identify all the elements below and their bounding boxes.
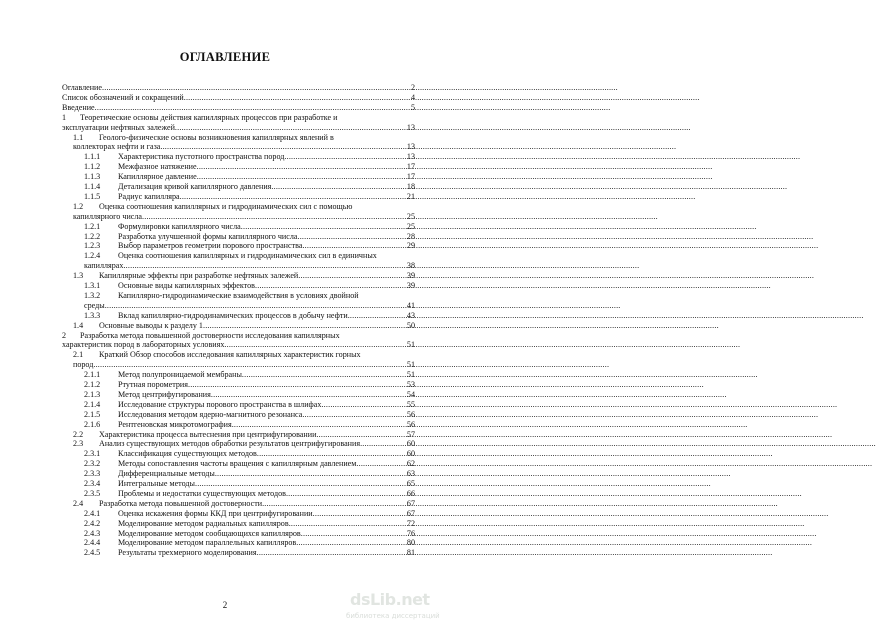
toc-entry-text: Характеристика пустотного пространства пород	[118, 152, 285, 162]
toc-leader-dots	[284, 152, 407, 162]
toc-leader-dots	[197, 172, 407, 182]
toc-entry[interactable]	[62, 83, 415, 93]
toc-leader-dots	[262, 499, 407, 509]
toc-entry-text: пород	[73, 360, 94, 370]
toc-leader-dots	[197, 162, 407, 172]
toc-entry-text: Капиллярно-гидродинамические взаимодействия в условиях двойной	[118, 290, 359, 300]
toc-page-number: 81	[406, 548, 415, 558]
toc-entry-text: Разработка улучшенной формы капиллярного числа	[118, 231, 298, 241]
toc-page-number: 60	[406, 439, 415, 449]
toc-entry[interactable]	[84, 311, 415, 321]
toc-leader-dots	[257, 548, 407, 558]
toc-entry-number: 2.4.2	[84, 518, 101, 528]
toc-entry[interactable]	[84, 489, 415, 499]
toc-entry-number: 2.2	[73, 429, 84, 439]
toc-leader-dots	[184, 93, 411, 103]
toc-entry-text: характеристик пород в лабораторных условиях	[62, 340, 225, 350]
toc-entry-number: 2.4.4	[84, 538, 101, 548]
toc-entry-text: Теоретические основы действия капиллярных процессов при разработке и	[80, 112, 338, 122]
toc-page-number: 13	[406, 122, 415, 132]
toc-entry[interactable]	[84, 172, 415, 182]
toc-page-number: 2	[410, 83, 415, 92]
toc-entry-text: Оценка соотношения капиллярных и гидродинамических сил в единичных	[118, 251, 377, 261]
toc-entry-text: Основные выводы к разделу 1	[99, 320, 203, 330]
toc-entry[interactable]	[84, 301, 415, 311]
toc-entry-number: 1.2	[73, 201, 84, 211]
toc-entry-text: Капиллярное давление	[118, 172, 197, 182]
toc-entry-number: 2.3.4	[84, 479, 101, 488]
toc-page-number: 38	[406, 261, 415, 271]
toc-page-number: 51	[406, 340, 415, 350]
toc-entry-number: 2.3.2	[84, 459, 101, 469]
toc-page-number: 72	[406, 518, 415, 528]
toc-entry-number: 1.2.4	[84, 251, 101, 261]
toc-entry-number: 1.1	[73, 132, 84, 142]
toc-entry-number: 1.3.2	[84, 290, 101, 300]
toc-leader-dots	[302, 241, 406, 251]
toc-entry-text: коллекторах нефти и газа	[73, 142, 161, 152]
toc-entry-number: 2.1.3	[84, 389, 101, 399]
toc-leader-dots	[224, 340, 407, 350]
toc-entry-text: Межфазное натяжение	[118, 162, 197, 172]
toc-page-number: 67	[406, 498, 415, 508]
toc-entry-number: 1	[62, 112, 67, 122]
toc-entry-text: Анализ существующих методов обработки результатов центрифугирования	[99, 439, 361, 449]
toc-entry-number: 1.1.4	[84, 182, 101, 191]
toc-entry-number: 1.3.1	[84, 281, 101, 290]
toc-entry-number: 1.2.3	[84, 241, 101, 251]
toc-entry-number: 2.4.1	[84, 508, 101, 518]
toc-entry-text: Методы сопоставления частоты вращения с капиллярным давлением	[118, 459, 357, 469]
page-number: 2	[222, 600, 228, 610]
toc-leader-dots	[316, 430, 407, 440]
toc-page-number: 29	[406, 241, 415, 251]
toc-leader-dots	[289, 519, 407, 529]
toc-entry-first-line	[84, 251, 377, 261]
toc-entry[interactable]	[73, 321, 415, 331]
toc-entry-text: Краткий Обзор способов исследования капиллярных характеристик горных	[99, 350, 361, 360]
toc-entry-text: капиллярах	[84, 261, 124, 271]
toc-page-number: 65	[406, 479, 415, 488]
toc-leader-dots	[93, 360, 407, 370]
toc-page-number: 55	[406, 399, 415, 409]
toc-entry-text: Вклад капиллярно-гидродинамических процессов в добычу нефти	[118, 310, 348, 320]
toc-page-number: 4	[410, 92, 415, 102]
toc-entry[interactable]	[84, 222, 415, 232]
toc-entry-text: Геолого-физические основы возникновения капиллярных явлений в	[99, 132, 334, 142]
toc-leader-dots	[102, 83, 411, 93]
toc-entry[interactable]	[73, 142, 415, 152]
toc-page-number: 76	[406, 528, 415, 538]
toc-entry-number: 2.4.3	[84, 528, 101, 538]
toc-entry-text: эксплуатации нефтяных залежей	[62, 122, 175, 132]
toc-page-number: 62	[406, 459, 415, 469]
toc-entry[interactable]	[84, 449, 415, 459]
toc-entry-text: Интегральные методы	[118, 479, 195, 488]
toc-entry-number: 1.1.3	[84, 172, 101, 182]
toc-entry-text: Классификация существующих методов	[118, 449, 257, 459]
toc-page-number: 51	[406, 360, 415, 370]
toc-entry-text: Рентгеновская микротомография	[118, 419, 232, 429]
toc-page-number: 80	[406, 538, 415, 548]
toc-entry-number: 2.1.4	[84, 399, 101, 409]
toc-entry[interactable]	[84, 400, 415, 410]
toc-leader-dots	[296, 538, 407, 548]
toc-leader-dots	[95, 103, 411, 113]
toc-page-number: 54	[406, 389, 415, 399]
toc-entry-text: Оценка искажения формы ККД при центрифугировании	[118, 508, 313, 518]
toc-page-number: 51	[406, 370, 415, 380]
toc-entry[interactable]	[84, 152, 415, 162]
toc-page-number: 17	[406, 162, 415, 172]
toc-page-number: 67	[406, 508, 415, 518]
toc-leader-dots	[255, 281, 407, 291]
toc-entry-text: Моделирование методом сообщающихся капилляров	[118, 528, 301, 538]
toc-entry-first-line	[84, 291, 359, 301]
toc-entry[interactable]	[84, 182, 415, 192]
toc-entry[interactable]	[84, 370, 415, 380]
toc-entry-text: Радиус капилляра	[118, 191, 180, 201]
toc-page-number: 56	[406, 419, 415, 429]
toc-entry[interactable]	[84, 519, 415, 529]
toc-page-number: 5	[410, 102, 415, 112]
toc-page-number: 39	[406, 281, 415, 290]
toc-entry[interactable]	[84, 380, 415, 390]
toc-leader-dots	[313, 509, 407, 519]
toc-entry-number: 1.1.5	[84, 191, 101, 201]
toc-entry-number: 1.1.1	[84, 152, 101, 162]
toc-entry-text: Оглавление	[62, 83, 102, 92]
toc-leader-dots	[203, 321, 407, 331]
toc-entry[interactable]	[73, 439, 415, 449]
toc-entry-first-line	[73, 350, 361, 360]
toc-entry-number: 1.2.2	[84, 231, 101, 241]
toc-entry-number: 2.1.2	[84, 380, 101, 389]
toc-entry[interactable]	[62, 123, 415, 133]
toc-leader-dots	[180, 192, 407, 202]
toc-entry[interactable]	[62, 340, 415, 350]
toc-page-number: 13	[406, 142, 415, 152]
toc-entry-first-line	[73, 202, 352, 212]
toc-leader-dots	[360, 439, 407, 449]
toc-entry-text: Выбор параметров геометрии порового пространства	[118, 241, 303, 251]
toc-entry-text: Формулировки капиллярного числа	[118, 221, 241, 231]
toc-entry-text: Оценка соотношения капиллярных и гидродинамических сил с помощью	[99, 201, 353, 211]
toc-entry-number: 2.3.5	[84, 488, 101, 498]
toc-entry[interactable]	[84, 261, 415, 271]
toc-entry[interactable]	[84, 529, 415, 539]
toc-entry-number: 2.4.5	[84, 548, 101, 558]
toc-entry[interactable]	[84, 192, 415, 202]
toc-leader-dots	[175, 123, 407, 133]
toc-page-number: 50	[406, 320, 415, 330]
toc-leader-dots	[271, 182, 407, 192]
toc-leader-dots	[302, 410, 407, 420]
toc-entry-number: 2.3.1	[84, 449, 101, 459]
toc-leader-dots	[142, 212, 407, 222]
toc-leader-dots	[241, 222, 407, 232]
toc-page-number: 63	[406, 469, 415, 479]
toc-page-number: 21	[406, 191, 415, 201]
toc-page-number: 13	[406, 152, 415, 162]
toc-entry-text: Проблемы и недостатки существующих методов	[118, 488, 286, 498]
toc-entry-number: 2	[62, 330, 67, 340]
toc-leader-dots	[242, 370, 407, 380]
toc-entry-text: Метод центрифугирования	[118, 389, 211, 399]
toc-page-number: 43	[406, 310, 415, 320]
toc-entry-text: Характеристика процесса вытеснения при центрифугировании	[99, 429, 317, 439]
toc-leader-dots	[257, 449, 407, 459]
toc-entry-number: 2.3.3	[84, 469, 101, 479]
toc-page-number: 41	[406, 300, 415, 310]
toc-entry[interactable]	[73, 212, 415, 222]
toc-page-number: 25	[406, 211, 415, 221]
toc-entry[interactable]	[84, 420, 415, 430]
toc-leader-dots	[105, 301, 407, 311]
toc-entry[interactable]	[84, 509, 415, 519]
toc-page-number: 28	[406, 231, 415, 241]
toc-entry-number: 1.4	[73, 320, 84, 330]
toc-entry-text: Моделирование методом параллельных капилляров	[118, 538, 297, 548]
toc-page-number: 25	[406, 221, 415, 231]
toc-entry-first-line	[62, 331, 340, 341]
toc-entry[interactable]	[84, 538, 415, 548]
toc-leader-dots	[348, 311, 407, 321]
toc-entry-text: капиллярного числа	[73, 211, 142, 221]
toc-entry-text: Введение	[62, 102, 95, 112]
toc-entry[interactable]	[84, 410, 415, 420]
toc-entry[interactable]	[84, 281, 415, 291]
toc-entry-number: 2.1.5	[84, 409, 101, 419]
toc-entry-text: Разработка метода повышенной достоверности исследования капиллярных	[80, 330, 340, 340]
toc-entry-text: Детализация кривой капиллярного давления	[118, 182, 272, 191]
toc-entry-text: Исследование структуры порового пространства в шлифах	[118, 399, 322, 409]
toc-entry[interactable]	[73, 499, 415, 509]
toc-entry-number: 2.1.6	[84, 419, 101, 429]
watermark-logo	[346, 590, 446, 630]
toc-entry[interactable]	[73, 430, 415, 440]
toc-entry-number: 2.1.1	[84, 370, 101, 380]
toc-leader-dots	[298, 271, 407, 281]
toc-entry[interactable]	[62, 93, 415, 103]
toc-leader-dots	[160, 142, 407, 152]
toc-entry[interactable]	[73, 360, 415, 370]
toc-entry[interactable]	[84, 232, 415, 242]
toc-entry-text: Исследования методом ядерно-магнитного резонанса	[118, 409, 303, 419]
toc-leader-dots	[123, 261, 406, 271]
toc-entry-number: 1.3.3	[84, 310, 101, 320]
toc-page-number: 18	[406, 182, 415, 191]
toc-leader-dots	[211, 390, 407, 400]
toc-leader-dots	[356, 459, 407, 469]
toc-entry-text: среды	[84, 300, 105, 310]
toc-entry[interactable]	[84, 162, 415, 172]
toc-entry-number: 1.2.1	[84, 221, 101, 231]
toc-entry-number: 1.3	[73, 271, 84, 281]
toc-entry[interactable]	[73, 271, 415, 281]
watermark-subtitle: библиотека диссертаций	[346, 612, 440, 620]
toc-page-number: 57	[406, 429, 415, 439]
toc-leader-dots	[232, 420, 407, 430]
toc-entry[interactable]	[84, 241, 415, 251]
toc-entry[interactable]	[84, 548, 415, 558]
toc-entry-text: Результаты трехмерного моделирования	[118, 548, 257, 558]
toc-entry-first-line	[62, 113, 337, 123]
toc-entry-text: Разработка метода повышенной достоверности	[99, 498, 263, 508]
toc-leader-dots	[188, 380, 407, 390]
toc-page-number: 39	[406, 271, 415, 281]
toc-entry[interactable]	[62, 103, 415, 113]
toc-leader-dots	[286, 489, 407, 499]
toc-leader-dots	[301, 529, 407, 539]
toc-entry-text: Список обозначений и сокращений	[62, 92, 184, 102]
page-title: ОГЛАВЛЕНИЕ	[179, 50, 271, 64]
toc-page-number: 17	[406, 172, 415, 182]
toc-entry-text: Капиллярные эффекты при разработке нефтяных залежей	[99, 271, 299, 281]
toc-entry-first-line	[73, 133, 334, 143]
toc-page-number: 66	[406, 488, 415, 498]
toc-entry-number: 2.1	[73, 350, 84, 360]
toc-leader-dots	[297, 232, 406, 242]
toc-leader-dots	[321, 400, 406, 410]
toc-leader-dots	[195, 479, 407, 489]
toc-entry-number: 2.4	[73, 498, 84, 508]
watermark-logo-text: dsLib.net	[350, 590, 430, 609]
toc-leader-dots	[215, 469, 407, 479]
toc-page-number: 60	[406, 449, 415, 459]
toc-entry-number: 2.3	[73, 439, 84, 449]
toc-entry-text: Моделирование методом радиальных капилляров	[118, 518, 289, 528]
toc-entry-number: 1.1.2	[84, 162, 101, 172]
toc-page-number: 56	[406, 409, 415, 419]
toc-entry[interactable]	[84, 479, 415, 489]
toc-entry-text: Дифференциальные методы	[118, 469, 215, 479]
toc-entry-text: Метод полупроницаемой мембраны	[118, 370, 242, 380]
toc-entry[interactable]	[84, 459, 415, 469]
toc-entry-text: Основные виды капиллярных эффектов	[118, 281, 255, 290]
toc-page-number: 53	[406, 380, 415, 389]
toc-entry[interactable]	[84, 469, 415, 479]
toc-entry[interactable]	[84, 390, 415, 400]
toc-entry-text: Ртутная порометрия	[118, 380, 188, 389]
